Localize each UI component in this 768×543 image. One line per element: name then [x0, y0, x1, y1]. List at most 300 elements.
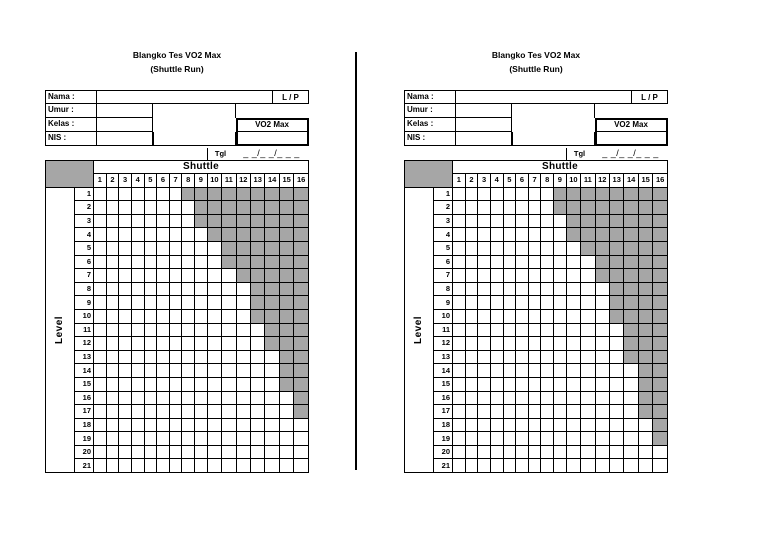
nis-field[interactable]	[456, 132, 512, 146]
shuttle-cell[interactable]	[236, 350, 250, 364]
shuttle-cell[interactable]	[465, 187, 478, 201]
shuttle-cell[interactable]	[490, 309, 503, 323]
shuttle-cell[interactable]	[566, 418, 580, 432]
shuttle-cell[interactable]	[478, 282, 491, 296]
shuttle-cell[interactable]	[157, 459, 170, 473]
shuttle-cell[interactable]	[169, 432, 182, 446]
shuttle-cell[interactable]	[207, 255, 221, 269]
shuttle-cell[interactable]	[131, 201, 144, 215]
shuttle-cell[interactable]	[528, 445, 541, 459]
shuttle-cell[interactable]	[119, 187, 132, 201]
shuttle-cell[interactable]	[222, 405, 236, 419]
shuttle-cell[interactable]	[131, 214, 144, 228]
shuttle-cell[interactable]	[131, 269, 144, 283]
shuttle-cell[interactable]	[182, 432, 195, 446]
shuttle-cell[interactable]	[131, 337, 144, 351]
shuttle-cell[interactable]	[541, 364, 554, 378]
nama-field[interactable]	[97, 90, 273, 104]
shuttle-cell[interactable]	[94, 323, 107, 337]
shuttle-cell[interactable]	[453, 241, 466, 255]
shuttle-cell[interactable]	[490, 201, 503, 215]
shuttle-cell[interactable]	[195, 350, 208, 364]
shuttle-cell[interactable]	[157, 337, 170, 351]
shuttle-cell[interactable]	[222, 323, 236, 337]
shuttle-cell[interactable]	[119, 337, 132, 351]
shuttle-cell[interactable]	[207, 391, 221, 405]
shuttle-cell[interactable]	[182, 228, 195, 242]
shuttle-cell[interactable]	[541, 323, 554, 337]
shuttle-cell[interactable]	[541, 228, 554, 242]
shuttle-cell[interactable]	[157, 255, 170, 269]
shuttle-cell[interactable]	[490, 391, 503, 405]
shuttle-cell[interactable]	[528, 255, 541, 269]
shuttle-cell[interactable]	[541, 377, 554, 391]
shuttle-cell[interactable]	[106, 432, 119, 446]
shuttle-cell[interactable]	[106, 187, 119, 201]
shuttle-cell[interactable]	[478, 201, 491, 215]
shuttle-cell[interactable]	[169, 377, 182, 391]
shuttle-cell[interactable]	[516, 296, 529, 310]
shuttle-cell[interactable]	[595, 323, 609, 337]
shuttle-cell[interactable]	[131, 187, 144, 201]
shuttle-cell[interactable]	[131, 323, 144, 337]
shuttle-cell[interactable]	[222, 269, 236, 283]
shuttle-cell[interactable]	[453, 432, 466, 446]
shuttle-cell[interactable]	[541, 282, 554, 296]
shuttle-cell[interactable]	[265, 445, 279, 459]
shuttle-cell[interactable]	[144, 337, 157, 351]
shuttle-cell[interactable]	[169, 323, 182, 337]
shuttle-cell[interactable]	[490, 241, 503, 255]
shuttle-cell[interactable]	[119, 255, 132, 269]
gender-cell[interactable]: L / P	[632, 90, 668, 104]
shuttle-cell[interactable]	[516, 364, 529, 378]
shuttle-cell[interactable]	[207, 241, 221, 255]
shuttle-cell[interactable]	[144, 405, 157, 419]
shuttle-cell[interactable]	[516, 445, 529, 459]
shuttle-cell[interactable]	[478, 445, 491, 459]
shuttle-cell[interactable]	[251, 418, 265, 432]
shuttle-cell[interactable]	[554, 214, 567, 228]
shuttle-cell[interactable]	[581, 255, 595, 269]
shuttle-cell[interactable]	[516, 214, 529, 228]
shuttle-cell[interactable]	[144, 364, 157, 378]
shuttle-cell[interactable]	[131, 432, 144, 446]
shuttle-cell[interactable]	[169, 391, 182, 405]
shuttle-cell[interactable]	[182, 418, 195, 432]
shuttle-cell[interactable]	[144, 432, 157, 446]
shuttle-cell[interactable]	[554, 296, 567, 310]
shuttle-cell[interactable]	[131, 405, 144, 419]
shuttle-cell[interactable]	[119, 364, 132, 378]
shuttle-cell[interactable]	[195, 228, 208, 242]
shuttle-cell[interactable]	[465, 459, 478, 473]
shuttle-cell[interactable]	[528, 269, 541, 283]
shuttle-cell[interactable]	[541, 309, 554, 323]
shuttle-cell[interactable]	[503, 309, 516, 323]
shuttle-cell[interactable]	[251, 364, 265, 378]
shuttle-cell[interactable]	[182, 241, 195, 255]
shuttle-cell[interactable]	[566, 323, 580, 337]
shuttle-cell[interactable]	[503, 405, 516, 419]
shuttle-cell[interactable]	[465, 418, 478, 432]
shuttle-cell[interactable]	[94, 405, 107, 419]
shuttle-cell[interactable]	[581, 418, 595, 432]
shuttle-cell[interactable]	[610, 445, 624, 459]
shuttle-cell[interactable]	[207, 269, 221, 283]
shuttle-cell[interactable]	[581, 377, 595, 391]
shuttle-cell[interactable]	[566, 405, 580, 419]
shuttle-cell[interactable]	[279, 418, 293, 432]
shuttle-cell[interactable]	[490, 228, 503, 242]
shuttle-cell[interactable]	[182, 445, 195, 459]
shuttle-cell[interactable]	[624, 459, 638, 473]
shuttle-cell[interactable]	[624, 391, 638, 405]
shuttle-cell[interactable]	[265, 350, 279, 364]
shuttle-cell[interactable]	[207, 405, 221, 419]
shuttle-cell[interactable]	[541, 432, 554, 446]
shuttle-cell[interactable]	[222, 282, 236, 296]
shuttle-cell[interactable]	[465, 214, 478, 228]
shuttle-cell[interactable]	[610, 405, 624, 419]
shuttle-cell[interactable]	[182, 364, 195, 378]
shuttle-cell[interactable]	[554, 405, 567, 419]
shuttle-cell[interactable]	[566, 377, 580, 391]
shuttle-cell[interactable]	[478, 214, 491, 228]
shuttle-cell[interactable]	[195, 391, 208, 405]
shuttle-cell[interactable]	[294, 418, 309, 432]
shuttle-cell[interactable]	[131, 445, 144, 459]
shuttle-cell[interactable]	[581, 350, 595, 364]
shuttle-cell[interactable]	[251, 377, 265, 391]
shuttle-cell[interactable]	[541, 391, 554, 405]
shuttle-cell[interactable]	[251, 445, 265, 459]
shuttle-cell[interactable]	[541, 350, 554, 364]
shuttle-cell[interactable]	[236, 323, 250, 337]
shuttle-cell[interactable]	[503, 418, 516, 432]
shuttle-cell[interactable]	[144, 255, 157, 269]
shuttle-cell[interactable]	[106, 445, 119, 459]
shuttle-cell[interactable]	[528, 350, 541, 364]
shuttle-cell[interactable]	[169, 405, 182, 419]
shuttle-cell[interactable]	[503, 445, 516, 459]
shuttle-cell[interactable]	[131, 459, 144, 473]
shuttle-cell[interactable]	[182, 337, 195, 351]
shuttle-cell[interactable]	[610, 337, 624, 351]
date-field[interactable]: _ _/_ _/_ _ _	[602, 148, 659, 158]
shuttle-cell[interactable]	[157, 377, 170, 391]
shuttle-cell[interactable]	[653, 445, 668, 459]
shuttle-cell[interactable]	[106, 255, 119, 269]
shuttle-cell[interactable]	[119, 282, 132, 296]
shuttle-cell[interactable]	[294, 445, 309, 459]
shuttle-cell[interactable]	[182, 405, 195, 419]
shuttle-cell[interactable]	[554, 350, 567, 364]
shuttle-cell[interactable]	[653, 459, 668, 473]
shuttle-cell[interactable]	[541, 459, 554, 473]
shuttle-cell[interactable]	[581, 459, 595, 473]
shuttle-cell[interactable]	[94, 445, 107, 459]
shuttle-cell[interactable]	[566, 241, 580, 255]
shuttle-cell[interactable]	[169, 350, 182, 364]
shuttle-cell[interactable]	[106, 214, 119, 228]
shuttle-cell[interactable]	[207, 309, 221, 323]
shuttle-cell[interactable]	[265, 391, 279, 405]
shuttle-cell[interactable]	[294, 459, 309, 473]
shuttle-cell[interactable]	[182, 377, 195, 391]
shuttle-cell[interactable]	[610, 391, 624, 405]
shuttle-cell[interactable]	[465, 228, 478, 242]
shuttle-cell[interactable]	[182, 459, 195, 473]
shuttle-cell[interactable]	[581, 282, 595, 296]
shuttle-cell[interactable]	[94, 201, 107, 215]
shuttle-cell[interactable]	[453, 459, 466, 473]
shuttle-cell[interactable]	[478, 269, 491, 283]
shuttle-cell[interactable]	[528, 282, 541, 296]
shuttle-cell[interactable]	[554, 377, 567, 391]
shuttle-cell[interactable]	[528, 201, 541, 215]
shuttle-cell[interactable]	[144, 459, 157, 473]
shuttle-cell[interactable]	[106, 364, 119, 378]
shuttle-cell[interactable]	[106, 201, 119, 215]
shuttle-cell[interactable]	[503, 296, 516, 310]
shuttle-cell[interactable]	[222, 337, 236, 351]
shuttle-cell[interactable]	[516, 282, 529, 296]
shuttle-cell[interactable]	[595, 418, 609, 432]
shuttle-cell[interactable]	[478, 228, 491, 242]
shuttle-cell[interactable]	[279, 459, 293, 473]
shuttle-cell[interactable]	[106, 241, 119, 255]
shuttle-cell[interactable]	[119, 377, 132, 391]
shuttle-cell[interactable]	[106, 269, 119, 283]
shuttle-cell[interactable]	[169, 282, 182, 296]
shuttle-cell[interactable]	[222, 309, 236, 323]
shuttle-cell[interactable]	[119, 201, 132, 215]
shuttle-cell[interactable]	[541, 418, 554, 432]
kelas-field[interactable]	[456, 118, 512, 132]
shuttle-cell[interactable]	[131, 364, 144, 378]
shuttle-cell[interactable]	[265, 364, 279, 378]
shuttle-cell[interactable]	[236, 282, 250, 296]
shuttle-cell[interactable]	[195, 418, 208, 432]
shuttle-cell[interactable]	[595, 296, 609, 310]
shuttle-cell[interactable]	[207, 282, 221, 296]
shuttle-cell[interactable]	[106, 228, 119, 242]
shuttle-cell[interactable]	[157, 269, 170, 283]
shuttle-cell[interactable]	[144, 350, 157, 364]
shuttle-cell[interactable]	[144, 445, 157, 459]
shuttle-cell[interactable]	[516, 269, 529, 283]
shuttle-cell[interactable]	[157, 418, 170, 432]
shuttle-cell[interactable]	[294, 432, 309, 446]
shuttle-cell[interactable]	[157, 201, 170, 215]
shuttle-cell[interactable]	[595, 459, 609, 473]
shuttle-cell[interactable]	[94, 418, 107, 432]
nama-field[interactable]	[456, 90, 632, 104]
shuttle-cell[interactable]	[195, 377, 208, 391]
shuttle-cell[interactable]	[503, 432, 516, 446]
shuttle-cell[interactable]	[453, 255, 466, 269]
shuttle-cell[interactable]	[222, 377, 236, 391]
shuttle-cell[interactable]	[207, 445, 221, 459]
shuttle-cell[interactable]	[195, 323, 208, 337]
shuttle-cell[interactable]	[595, 377, 609, 391]
shuttle-cell[interactable]	[465, 445, 478, 459]
shuttle-cell[interactable]	[554, 364, 567, 378]
shuttle-cell[interactable]	[453, 323, 466, 337]
shuttle-cell[interactable]	[169, 269, 182, 283]
shuttle-cell[interactable]	[236, 377, 250, 391]
vo2-max-value-box[interactable]	[236, 118, 309, 146]
shuttle-cell[interactable]	[94, 187, 107, 201]
shuttle-cell[interactable]	[119, 432, 132, 446]
shuttle-cell[interactable]	[106, 418, 119, 432]
shuttle-cell[interactable]	[465, 269, 478, 283]
shuttle-cell[interactable]	[503, 350, 516, 364]
shuttle-cell[interactable]	[131, 377, 144, 391]
shuttle-cell[interactable]	[516, 459, 529, 473]
shuttle-cell[interactable]	[131, 241, 144, 255]
shuttle-cell[interactable]	[265, 405, 279, 419]
shuttle-cell[interactable]	[144, 309, 157, 323]
shuttle-cell[interactable]	[119, 228, 132, 242]
shuttle-cell[interactable]	[94, 269, 107, 283]
shuttle-cell[interactable]	[222, 445, 236, 459]
shuttle-cell[interactable]	[222, 418, 236, 432]
shuttle-cell[interactable]	[581, 309, 595, 323]
shuttle-cell[interactable]	[554, 323, 567, 337]
shuttle-cell[interactable]	[503, 255, 516, 269]
shuttle-cell[interactable]	[144, 323, 157, 337]
shuttle-cell[interactable]	[119, 350, 132, 364]
shuttle-cell[interactable]	[595, 445, 609, 459]
shuttle-cell[interactable]	[453, 228, 466, 242]
shuttle-cell[interactable]	[94, 214, 107, 228]
shuttle-cell[interactable]	[490, 459, 503, 473]
shuttle-cell[interactable]	[465, 323, 478, 337]
shuttle-cell[interactable]	[236, 405, 250, 419]
shuttle-cell[interactable]	[144, 241, 157, 255]
shuttle-cell[interactable]	[251, 432, 265, 446]
shuttle-cell[interactable]	[157, 187, 170, 201]
shuttle-cell[interactable]	[478, 391, 491, 405]
shuttle-cell[interactable]	[503, 323, 516, 337]
shuttle-cell[interactable]	[131, 282, 144, 296]
shuttle-cell[interactable]	[490, 445, 503, 459]
shuttle-cell[interactable]	[453, 269, 466, 283]
shuttle-cell[interactable]	[207, 432, 221, 446]
shuttle-cell[interactable]	[490, 296, 503, 310]
shuttle-cell[interactable]	[236, 432, 250, 446]
shuttle-cell[interactable]	[581, 364, 595, 378]
shuttle-cell[interactable]	[516, 255, 529, 269]
kelas-field[interactable]	[97, 118, 153, 132]
shuttle-cell[interactable]	[490, 364, 503, 378]
shuttle-cell[interactable]	[528, 391, 541, 405]
shuttle-cell[interactable]	[541, 296, 554, 310]
umur-field[interactable]	[97, 104, 153, 118]
shuttle-cell[interactable]	[182, 323, 195, 337]
shuttle-cell[interactable]	[279, 391, 293, 405]
shuttle-cell[interactable]	[94, 391, 107, 405]
shuttle-cell[interactable]	[516, 337, 529, 351]
shuttle-cell[interactable]	[490, 377, 503, 391]
umur-field[interactable]	[456, 104, 512, 118]
shuttle-cell[interactable]	[236, 445, 250, 459]
shuttle-cell[interactable]	[528, 405, 541, 419]
shuttle-cell[interactable]	[566, 269, 580, 283]
shuttle-cell[interactable]	[478, 405, 491, 419]
shuttle-cell[interactable]	[157, 228, 170, 242]
shuttle-cell[interactable]	[119, 296, 132, 310]
shuttle-cell[interactable]	[453, 364, 466, 378]
shuttle-cell[interactable]	[131, 309, 144, 323]
shuttle-cell[interactable]	[581, 432, 595, 446]
shuttle-cell[interactable]	[195, 405, 208, 419]
shuttle-cell[interactable]	[490, 214, 503, 228]
shuttle-cell[interactable]	[624, 405, 638, 419]
shuttle-cell[interactable]	[516, 418, 529, 432]
shuttle-cell[interactable]	[610, 364, 624, 378]
shuttle-cell[interactable]	[106, 391, 119, 405]
shuttle-cell[interactable]	[157, 391, 170, 405]
shuttle-cell[interactable]	[94, 228, 107, 242]
shuttle-cell[interactable]	[106, 350, 119, 364]
shuttle-cell[interactable]	[169, 459, 182, 473]
shuttle-cell[interactable]	[222, 391, 236, 405]
shuttle-cell[interactable]	[541, 241, 554, 255]
shuttle-cell[interactable]	[144, 214, 157, 228]
shuttle-cell[interactable]	[157, 296, 170, 310]
shuttle-cell[interactable]	[106, 459, 119, 473]
shuttle-cell[interactable]	[453, 418, 466, 432]
shuttle-cell[interactable]	[490, 337, 503, 351]
shuttle-cell[interactable]	[503, 391, 516, 405]
shuttle-cell[interactable]	[106, 282, 119, 296]
shuttle-cell[interactable]	[182, 350, 195, 364]
shuttle-cell[interactable]	[478, 350, 491, 364]
shuttle-cell[interactable]	[478, 364, 491, 378]
shuttle-cell[interactable]	[119, 418, 132, 432]
shuttle-cell[interactable]	[94, 350, 107, 364]
shuttle-cell[interactable]	[119, 405, 132, 419]
shuttle-cell[interactable]	[144, 377, 157, 391]
shuttle-cell[interactable]	[94, 337, 107, 351]
shuttle-cell[interactable]	[453, 201, 466, 215]
shuttle-cell[interactable]	[182, 282, 195, 296]
shuttle-cell[interactable]	[516, 187, 529, 201]
shuttle-cell[interactable]	[465, 309, 478, 323]
shuttle-cell[interactable]	[554, 445, 567, 459]
shuttle-cell[interactable]	[554, 269, 567, 283]
shuttle-cell[interactable]	[610, 323, 624, 337]
shuttle-cell[interactable]	[236, 391, 250, 405]
shuttle-cell[interactable]	[251, 391, 265, 405]
shuttle-cell[interactable]	[566, 459, 580, 473]
shuttle-cell[interactable]	[207, 364, 221, 378]
shuttle-cell[interactable]	[516, 391, 529, 405]
shuttle-cell[interactable]	[119, 214, 132, 228]
shuttle-cell[interactable]	[478, 337, 491, 351]
nis-field[interactable]	[97, 132, 153, 146]
shuttle-cell[interactable]	[131, 296, 144, 310]
shuttle-cell[interactable]	[566, 296, 580, 310]
shuttle-cell[interactable]	[453, 187, 466, 201]
shuttle-cell[interactable]	[595, 337, 609, 351]
shuttle-cell[interactable]	[566, 364, 580, 378]
shuttle-cell[interactable]	[503, 459, 516, 473]
shuttle-cell[interactable]	[94, 432, 107, 446]
